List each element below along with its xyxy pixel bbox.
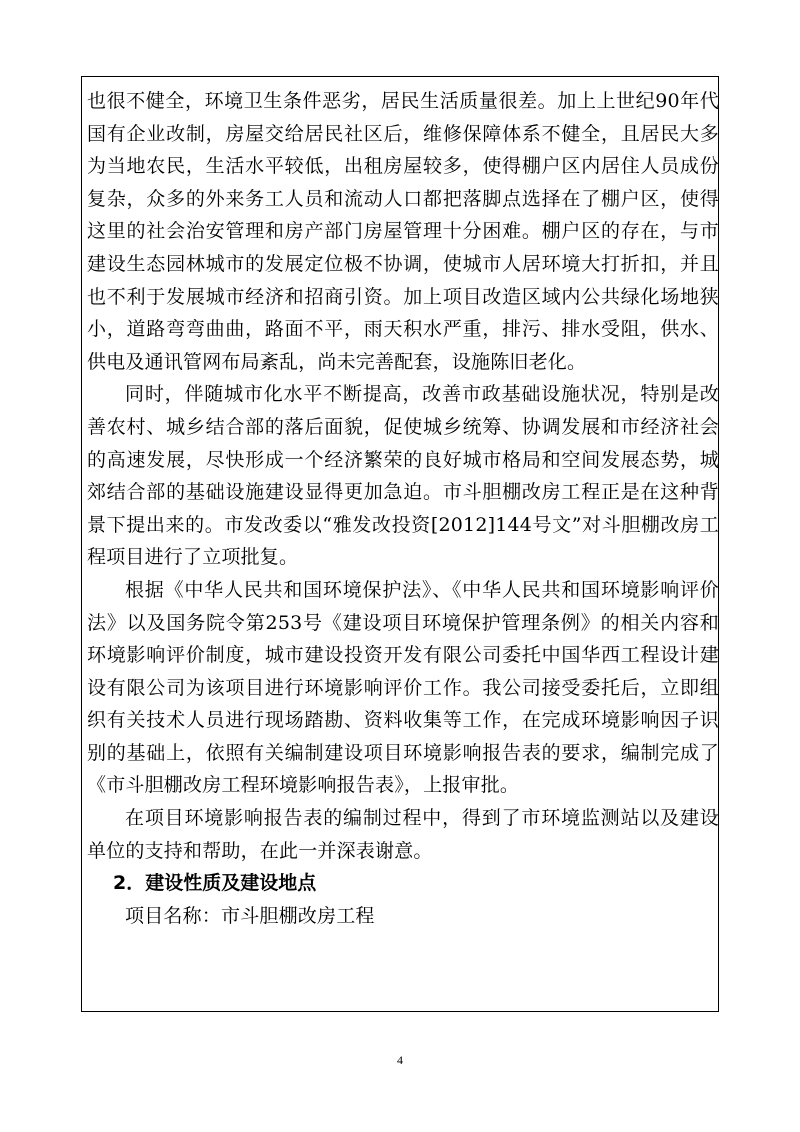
paragraph-4: 在项目环境影响报告表的编制过程中，得到了市环境监测站以及建设单位的支持和帮助，在此一并深表谢意。 — [87, 807, 719, 862]
paragraph-3: 根据《中华人民共和国环境保护法》、《中华人民共和国环境影响评价法》以及国务院令第253号《建设项目环境保护管理条例》的相关内容和环境影响评价制度，城市建设投资开发有限公司委托中国华西工程设计建设有限公司为该项目进行环境影响评价工作。我公司接受委托后，立即组织有关技术人员进行现场踏勘、资料收集等工作，在完成环境影响因子识别的基础上，依照有关编制建设项目环境影响报告表的要求，编制完成了《市斗胆棚改房工程环境影响报告表》，上报审批。 — [87, 578, 719, 797]
document-body — [87, 85, 719, 932]
section-heading: 2．建设性质及建设地点 — [113, 872, 317, 895]
project-name-line: 项目名称：市斗胆棚改房工程 — [125, 904, 375, 927]
paragraph-1: 也很不健全，环境卫生条件恶劣，居民生活质量很差。加上上世纪90年代国有企业改制，房屋交给居民社区后，维修保障体系不健全，且居民大多为当地农民，生活水平较低，出租房屋较多，使得棚户区内居住人员成份复杂，众多的外来务工人员和流动人口都把落脚点选择在了棚户区，使得这里的社会治安管理和房产部门房屋管理十分困难。棚户区的存在，与市建设生态园林城市的发展定位极不协调，使城市人居环境大打折扣，并且也不利于发展城市经济和招商引资。加上项目改造区域内公共绿化场地狭小，道路弯弯曲曲，路面不平，雨天积水严重，排污、排水受阻，供水、供电及通讯管网布局紊乱，尚未完善配套，设施陈旧老化。 — [87, 90, 719, 373]
paragraph-2: 同时，伴随城市化水平不断提高，改善市政基础设施状况，特别是改善农村、城乡结合部的落后面貌，促使城乡统筹、协调发展和市经济社会的高速发展，尽快形成一个经济繁荣的良好城市格局和空间发展态势，城郊结合部的基础设施建设显得更加急迫。市斗胆棚改房工程正是在这种背景下提出来的。市发改委以“雅发改投资[2012]144号文”对斗胆棚改房工程项目进行了立项批复。 — [87, 383, 719, 569]
page-number: 4 — [397, 1053, 403, 1067]
